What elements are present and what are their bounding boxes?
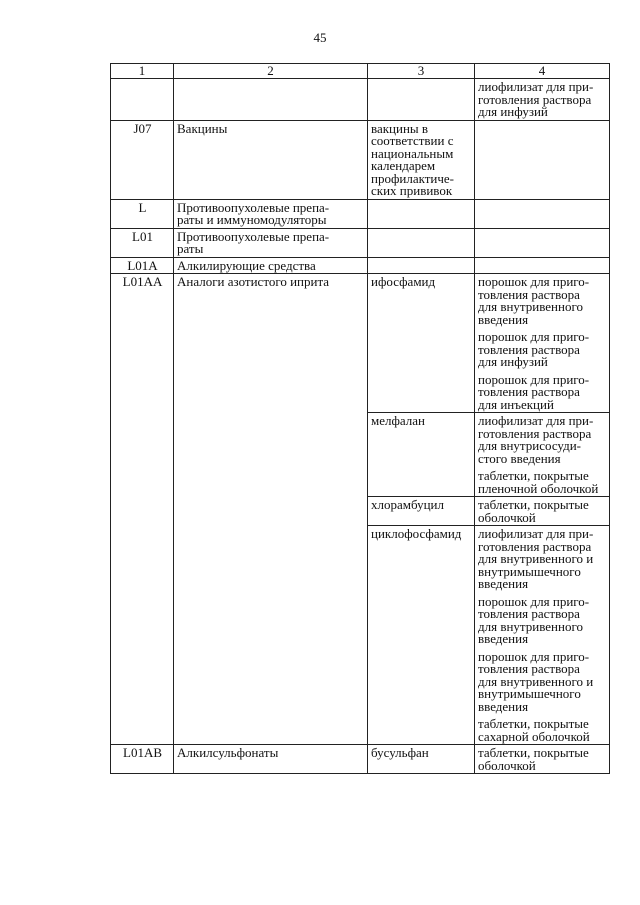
inn-cell: ифосфамид — [368, 274, 475, 413]
dosage-form: лиофилизат для при- готовления раствора для внутрисосуди- стого введения — [478, 413, 594, 466]
column-header: 3 — [368, 64, 475, 79]
atc-code-cell: L — [111, 199, 174, 228]
inn-cell — [368, 228, 475, 257]
inn-cell: циклофосфамид — [368, 526, 475, 745]
table-body — [111, 79, 610, 774]
table-row — [111, 257, 610, 274]
group-name-cell: Алкилсульфонаты — [174, 745, 368, 774]
dosage-forms-cell — [475, 79, 610, 121]
dosage-forms-cell — [475, 120, 610, 199]
inn-cell: вакцины в соответствии с национальным календарем профилактиче- ских прививок — [368, 120, 475, 199]
table-row — [111, 199, 610, 228]
page-number: 45 — [313, 30, 327, 45]
inn-cell: хлорамбуцил — [368, 497, 475, 526]
dosage-forms-cell — [475, 526, 610, 745]
group-name-cell: Противоопухолевые препа- раты и иммуномодуляторы — [174, 199, 368, 228]
table-row — [111, 745, 610, 774]
dosage-form: порошок для приго- товления раствора для внутривенного и внутримышечного введения — [478, 648, 594, 714]
atc-code-cell: L01AA — [111, 274, 174, 745]
inn-cell — [368, 79, 475, 121]
dosage-forms-cell — [475, 745, 610, 774]
dosage-forms-cell — [475, 199, 610, 228]
inn-cell — [368, 257, 475, 274]
atc-code-cell: L01A — [111, 257, 174, 274]
drug-table — [110, 63, 610, 774]
group-name-cell: Аналоги азотистого иприта — [174, 274, 368, 745]
dosage-forms-cell — [475, 413, 610, 497]
atc-code-cell: L01AB — [111, 745, 174, 774]
dosage-forms-cell — [475, 257, 610, 274]
atc-code-cell — [111, 79, 174, 121]
column-header: 2 — [174, 64, 368, 79]
dosage-form: порошок для приго- товления раствора для инфузий — [478, 329, 590, 369]
table-row — [111, 274, 610, 413]
dosage-form: порошок для приго- товления раствора для внутривенного введения — [478, 593, 590, 646]
dosage-forms-cell — [475, 228, 610, 257]
dosage-form: таблетки, покрытые оболочкой — [478, 745, 589, 773]
inn-cell — [368, 199, 475, 228]
dosage-form: таблетки, покрытые оболочкой — [478, 497, 589, 525]
dosage-form: порошок для приго- товления раствора для инъекций — [478, 371, 590, 412]
table-row — [111, 228, 610, 257]
dosage-forms-cell — [475, 497, 610, 526]
dosage-form: лиофилизат для при- готовления раствора для инфузий — [478, 79, 594, 119]
inn-cell: бусульфан — [368, 745, 475, 774]
group-name-cell: Вакцины — [174, 120, 368, 199]
group-name-cell: Противоопухолевые препа- раты — [174, 228, 368, 257]
group-name-cell: Алкилирующие средства — [174, 257, 368, 274]
header-row — [111, 64, 610, 79]
dosage-form: порошок для приго- товления раствора для внутривенного введения — [478, 274, 590, 327]
group-name-cell — [174, 79, 368, 121]
atc-code-cell: J07 — [111, 120, 174, 199]
atc-code-cell: L01 — [111, 228, 174, 257]
dosage-form: таблетки, покрытые пленочной оболочкой — [478, 468, 599, 496]
dosage-forms-cell — [475, 274, 610, 413]
column-header: 4 — [475, 64, 610, 79]
dosage-form: таблетки, покрытые сахарной оболочкой — [478, 716, 590, 744]
table-row — [111, 79, 610, 121]
inn-cell: мелфалан — [368, 413, 475, 497]
column-header: 1 — [111, 64, 174, 79]
table-row — [111, 120, 610, 199]
dosage-form: лиофилизат для при- готовления раствора для внутривенного и внутримышечного введения — [478, 526, 594, 591]
